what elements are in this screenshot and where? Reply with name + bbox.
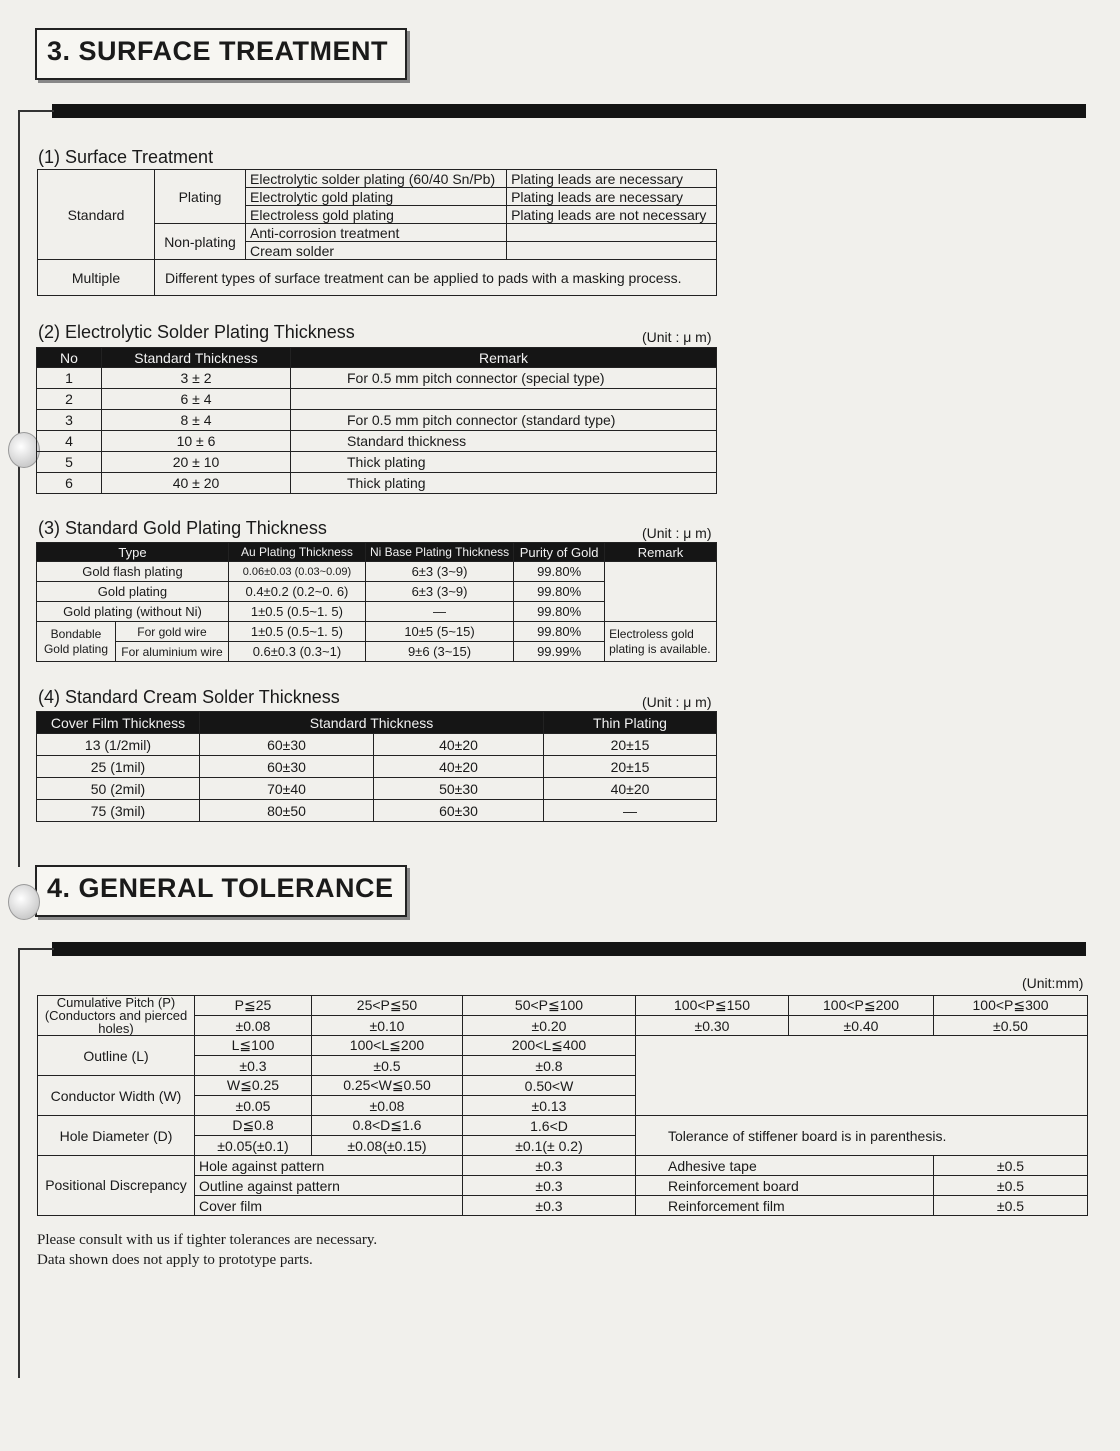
- cell: 99.80%: [514, 622, 605, 642]
- gold-remark: Electroless gold plating is available.: [605, 622, 717, 662]
- col-header: Standard Thickness: [200, 712, 544, 734]
- col-header: Thin Plating: [544, 712, 717, 734]
- cell: ±0.50: [934, 1016, 1088, 1036]
- cell: 8 ± 4: [102, 410, 291, 431]
- col-header: Remark: [605, 543, 717, 562]
- cell: W≦0.25: [195, 1076, 312, 1096]
- cell: 99.80%: [514, 582, 605, 602]
- section3-title-box: [35, 28, 407, 80]
- multiple-text: Different types of surface treatment can be applied to pads with a masking process.: [155, 260, 717, 296]
- note-line: Please consult with us if tighter tolerances are necessary.: [37, 1232, 378, 1248]
- cell: 50<P≦100: [463, 996, 636, 1016]
- cell: 100<P≦150: [636, 996, 789, 1016]
- treatment-item: Cream solder: [246, 242, 507, 260]
- stiffener-note: Tolerance of stiffener board is in parenthesis.: [636, 1116, 1088, 1156]
- surface-treatment-table: [37, 169, 717, 296]
- cell-empty: [605, 562, 717, 622]
- col-header: Remark: [291, 348, 717, 368]
- cell: 0.8<D≦1.6: [312, 1116, 463, 1136]
- cell: —: [544, 800, 717, 822]
- cell: Reinforcement board: [636, 1176, 934, 1196]
- cell: ±0.05: [195, 1096, 312, 1116]
- cell: 2: [37, 389, 102, 410]
- cell: Hole against pattern: [195, 1156, 463, 1176]
- cell: 1±0.5 (0.5~1. 5): [228, 602, 365, 622]
- cell: ±0.13: [463, 1096, 636, 1116]
- cell: 20±15: [544, 734, 717, 756]
- cell: ±0.3: [463, 1156, 636, 1176]
- treatment-item: Electrolytic solder plating (60/40 Sn/Pb): [246, 170, 507, 188]
- cell: P≦25: [195, 996, 312, 1016]
- cell: Cover film: [195, 1196, 463, 1216]
- cell: 0.50<W: [463, 1076, 636, 1096]
- cell: 0.4±0.2 (0.2~0. 6): [228, 582, 365, 602]
- cell: ±0.3: [463, 1176, 636, 1196]
- cell: [291, 389, 717, 410]
- cell: 4: [37, 431, 102, 452]
- tolerance-table: [37, 995, 1088, 1216]
- cell: 0.25<W≦0.50: [312, 1076, 463, 1096]
- cell: ±0.30: [636, 1016, 789, 1036]
- col-header: Purity of Gold: [514, 543, 605, 562]
- cell: ±0.3: [195, 1056, 312, 1076]
- treatment-note: Plating leads are necessary: [507, 188, 717, 206]
- cell: 40±20: [374, 734, 544, 756]
- sub2-unit: (Unit : μ m): [642, 329, 712, 345]
- cell: 100<P≦200: [789, 996, 934, 1016]
- page-tab[interactable]: [8, 884, 40, 920]
- cell: ±0.05(±0.1): [195, 1136, 312, 1156]
- cell: 20 ± 10: [102, 452, 291, 473]
- cell: 3: [37, 410, 102, 431]
- hole-label: Hole Diameter (D): [38, 1116, 195, 1156]
- sub3-title: (3) Standard Gold Plating Thickness: [38, 518, 327, 538]
- col-header: Standard Thickness: [102, 348, 291, 368]
- cell: Standard thickness: [291, 431, 717, 452]
- cell: 70±40: [200, 778, 374, 800]
- cell: ±0.5: [934, 1176, 1088, 1196]
- cell: 100<P≦300: [934, 996, 1088, 1016]
- section3-border-top: [18, 110, 54, 112]
- sub1-title: (1) Surface Treatment: [38, 147, 214, 167]
- cell: Adhesive tape: [636, 1156, 934, 1176]
- cell: 1: [37, 368, 102, 389]
- section4-title-box: [35, 865, 407, 917]
- cell: 1±0.5 (0.5~1. 5): [228, 622, 365, 642]
- cell: For 0.5 mm pitch connector (special type): [291, 368, 717, 389]
- cell: For 0.5 mm pitch connector (standard type): [291, 410, 717, 431]
- section4-bar: [52, 942, 1086, 956]
- cell: 25<P≦50: [312, 996, 463, 1016]
- section3-title: 3. SURFACE TREATMENT: [47, 36, 389, 66]
- section3-bar: [52, 104, 1086, 118]
- col-header: Ni Base Plating Thickness: [365, 543, 513, 562]
- cell: 50 (2mil): [37, 778, 200, 800]
- cell: 99.80%: [514, 602, 605, 622]
- section3-border: [18, 112, 20, 867]
- sub3-unit: (Unit : μ m): [642, 525, 712, 541]
- cell: ±0.5: [934, 1196, 1088, 1216]
- cell: ±0.40: [789, 1016, 934, 1036]
- treatment-item: Electroless gold plating: [246, 206, 507, 224]
- col-header: Cover Film Thickness: [37, 712, 200, 734]
- cell: ±0.1(± 0.2): [463, 1136, 636, 1156]
- positional-label: Positional Discrepancy: [38, 1156, 195, 1216]
- cell: 60±30: [374, 800, 544, 822]
- cell: 9±6 (3~15): [365, 642, 513, 662]
- pitch-label: Cumulative Pitch (P) (Conductors and pierced holes): [38, 996, 195, 1036]
- cell: Gold flash plating: [37, 562, 229, 582]
- bondable-label: Bondable Gold plating: [37, 622, 116, 662]
- cell: Gold plating: [37, 582, 229, 602]
- cell: —: [365, 602, 513, 622]
- col-header: Type: [37, 543, 229, 562]
- cell: 99.80%: [514, 562, 605, 582]
- treatment-item: Anti-corrosion treatment: [246, 224, 507, 242]
- cell: 60±30: [200, 734, 374, 756]
- cell: 80±50: [200, 800, 374, 822]
- cell: 75 (3mil): [37, 800, 200, 822]
- cell: ±0.3: [463, 1196, 636, 1216]
- cell: 3 ± 2: [102, 368, 291, 389]
- cell: 200<L≦400: [463, 1036, 636, 1056]
- plating-label: Plating: [155, 170, 246, 224]
- cell: 100<L≦200: [312, 1036, 463, 1056]
- cell: 0.6±0.3 (0.3~1): [228, 642, 365, 662]
- cream-solder-table: [36, 711, 717, 822]
- solder-thickness-table: [36, 347, 717, 494]
- col-header: No: [37, 348, 102, 368]
- gold-thickness-table: [36, 542, 717, 662]
- cell: 5: [37, 452, 102, 473]
- cell: ±0.5: [312, 1056, 463, 1076]
- sub2-title: (2) Electrolytic Solder Plating Thickness: [38, 322, 355, 342]
- cell: 40±20: [544, 778, 717, 800]
- cell: 60±30: [200, 756, 374, 778]
- nonplating-label: Non-plating: [155, 224, 246, 260]
- cell: Thick plating: [291, 452, 717, 473]
- cell: 13 (1/2mil): [37, 734, 200, 756]
- sub4-title: (4) Standard Cream Solder Thickness: [38, 687, 340, 707]
- cell: 40±20: [374, 756, 544, 778]
- cell: ±0.5: [934, 1156, 1088, 1176]
- cell: D≦0.8: [195, 1116, 312, 1136]
- cell: ±0.8: [463, 1056, 636, 1076]
- section4-title: 4. GENERAL TOLERANCE: [47, 873, 394, 903]
- treatment-item: Electrolytic gold plating: [246, 188, 507, 206]
- cell: L≦100: [195, 1036, 312, 1056]
- treatment-note: Plating leads are necessary: [507, 170, 717, 188]
- cell: Reinforcement film: [636, 1196, 934, 1216]
- note-line: Data shown does not apply to prototype parts.: [37, 1252, 313, 1268]
- cell: Outline against pattern: [195, 1176, 463, 1196]
- cell: 10 ± 6: [102, 431, 291, 452]
- cell: 6: [37, 473, 102, 494]
- cell: ±0.08: [195, 1016, 312, 1036]
- cell: 40 ± 20: [102, 473, 291, 494]
- cell: 10±5 (5~15): [365, 622, 513, 642]
- standard-label: Standard: [38, 170, 155, 260]
- cell: 20±15: [544, 756, 717, 778]
- cell: For gold wire: [116, 622, 229, 642]
- cell: ±0.20: [463, 1016, 636, 1036]
- cell: 99.99%: [514, 642, 605, 662]
- cell: 1.6<D: [463, 1116, 636, 1136]
- cell: Gold plating (without Ni): [37, 602, 229, 622]
- cell: ±0.08: [312, 1096, 463, 1116]
- cell: 50±30: [374, 778, 544, 800]
- cell: 0.06±0.03 (0.03~0.09): [228, 562, 365, 582]
- cell: ±0.08(±0.15): [312, 1136, 463, 1156]
- cell: 6±3 (3~9): [365, 582, 513, 602]
- cell: 6 ± 4: [102, 389, 291, 410]
- cell-empty: [636, 1036, 1088, 1116]
- treatment-note: [507, 242, 717, 260]
- section4-border-top: [18, 948, 54, 950]
- cell: ±0.10: [312, 1016, 463, 1036]
- cell: 6±3 (3~9): [365, 562, 513, 582]
- cell: For aluminium wire: [116, 642, 229, 662]
- treatment-note: [507, 224, 717, 242]
- section4-border: [18, 950, 20, 1378]
- multiple-label: Multiple: [38, 260, 155, 296]
- treatment-note: Plating leads are not necessary: [507, 206, 717, 224]
- outline-label: Outline (L): [38, 1036, 195, 1076]
- sub4-unit: (Unit : μ m): [642, 694, 712, 710]
- cell: 25 (1mil): [37, 756, 200, 778]
- width-label: Conductor Width (W): [38, 1076, 195, 1116]
- cell: Thick plating: [291, 473, 717, 494]
- col-header: Au Plating Thickness: [228, 543, 365, 562]
- section4-unit: (Unit:mm): [1022, 975, 1084, 991]
